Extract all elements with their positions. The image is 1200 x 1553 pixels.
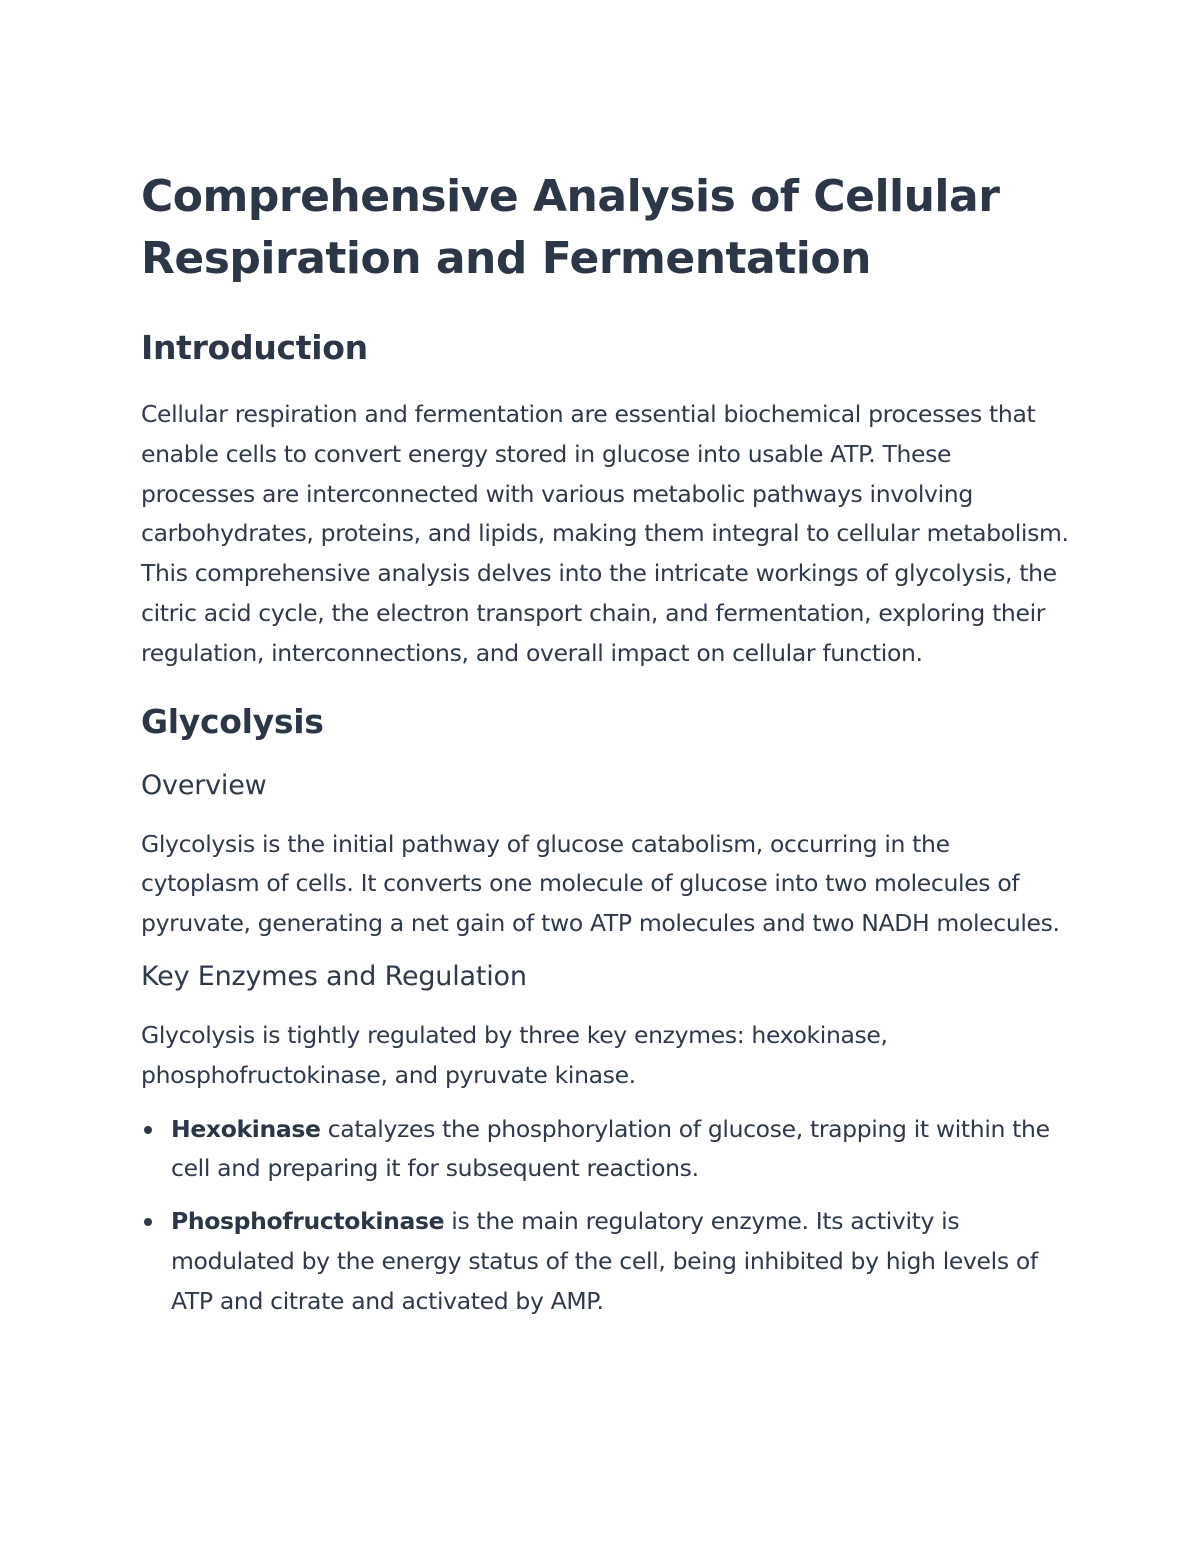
overview-paragraph: Glycolysis is the initial pathway of glucose catabolism, occurring in the cytoplasm of cells. It converts one molecule of glucose into two molecules of pyruvate, generating a net gain of two ATP molecules and two NADH molecules. xyxy=(141,829,1060,938)
list-item-hexokinase xyxy=(141,1110,1071,1190)
bullet-icon xyxy=(144,1218,152,1226)
list-item-term: Phosphofructokinase xyxy=(171,1207,445,1236)
document-page xyxy=(141,166,1071,1335)
key-enzymes-heading: Key Enzymes and Regulation xyxy=(141,960,527,992)
overview-heading: Overview xyxy=(141,769,267,801)
list-item-text: catalyzes the phosphorylation of glucose, trapping it within the cell and preparing it for subsequent reactions. xyxy=(171,1114,1050,1183)
list-item-phosphofructokinase xyxy=(141,1202,1071,1321)
list-item-text: is the main regulatory enzyme. Its activity is modulated by the energy status of the cell, being inhibited by high levels of ATP and citrate and activated by AMP. xyxy=(171,1207,1038,1315)
bullet-icon xyxy=(144,1126,152,1134)
glycolysis-heading: Glycolysis xyxy=(141,701,324,741)
introduction-paragraph: Cellular respiration and fermentation are essential biochemical processes that enable cells to convert energy stored in glucose into usable ATP. These processes are interconnected with various metabolic pathways involving carbohydrates, proteins, and lipids, making them integral to cellular metabolism. This comprehensive analysis delves into the intricate workings of glycolysis, the citric acid cycle, the electron transport chain, and fermentation, exploring their regulation, interconnections, and overall impact on cellular function. xyxy=(141,400,1069,667)
document-title: Comprehensive Analysis of Cellular Respiration and Fermentation xyxy=(141,171,1000,284)
enzyme-list xyxy=(141,1110,1071,1322)
introduction-heading: Introduction xyxy=(141,328,368,367)
list-item-term: Hexokinase xyxy=(171,1114,321,1143)
key-enzymes-paragraph: Glycolysis is tightly regulated by three key enzymes: hexokinase, phosphofructokinase, and pyruvate kinase. xyxy=(141,1020,888,1089)
